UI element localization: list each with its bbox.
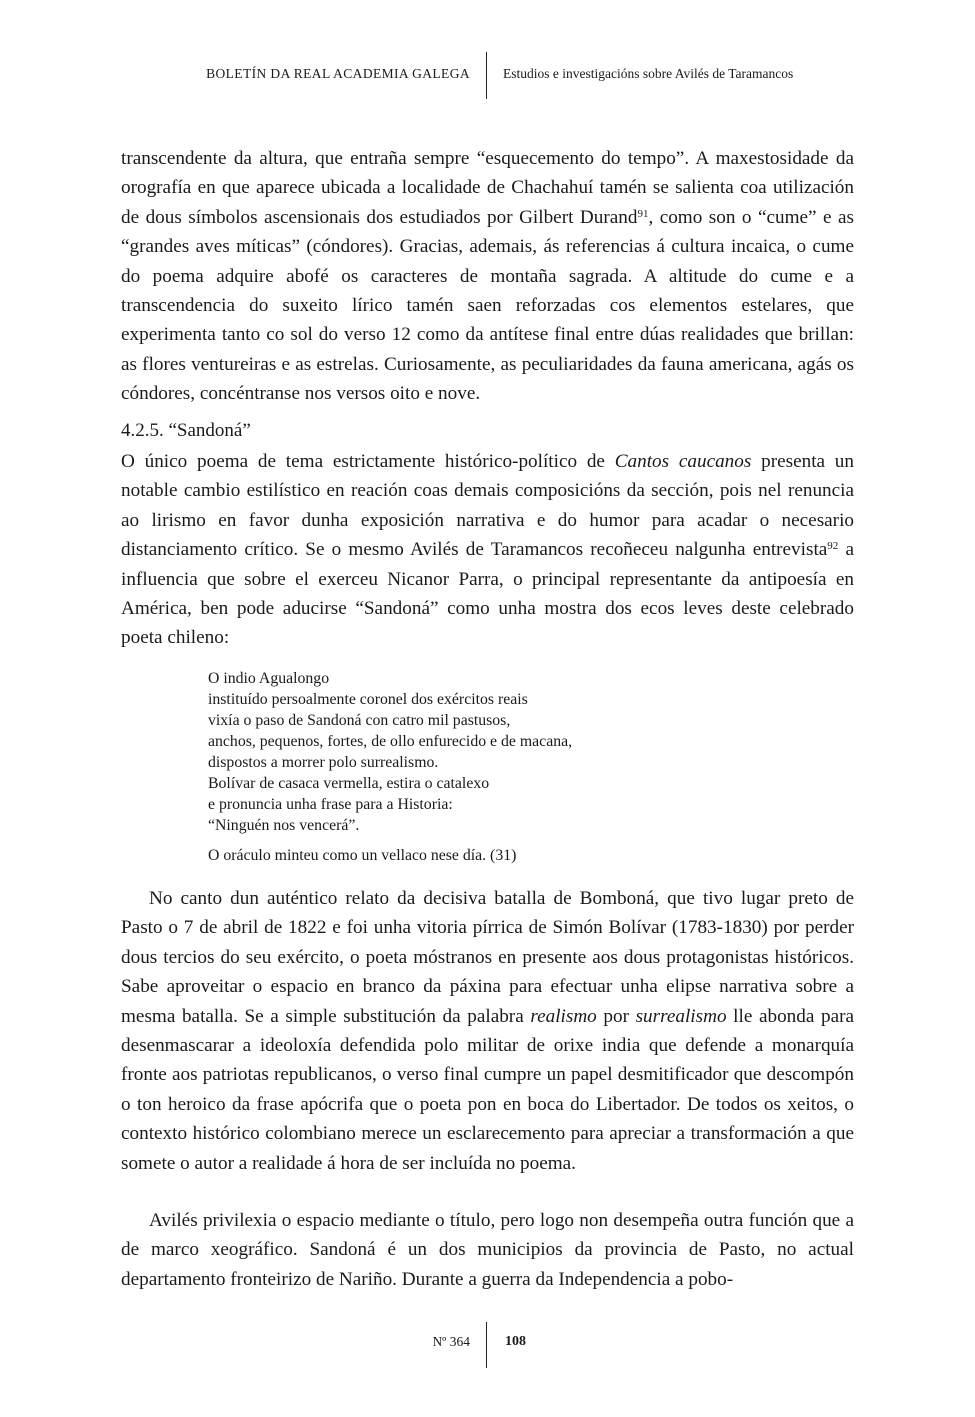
paragraph <box>121 144 854 409</box>
paragraph-text: presenta un notable cambio estilístico en reación coas demais composicións da sección, pois nel renuncia ao lirismo en favor dunha exposición narrativa e do humor para acadar o necesario distanciamento crítico. Se o mesmo Avilés de Taramancos recoñeceu nalgunha entrevista <box>121 451 854 561</box>
section-title: Estudios e investigacións sobre Avilés de Taramancos <box>503 66 794 81</box>
footer-divider <box>486 1322 487 1368</box>
stanza-break <box>208 836 572 845</box>
book-title: Cantos caucanos <box>614 451 752 472</box>
paragraph-text: por <box>596 1005 636 1027</box>
paragraph-analysis <box>121 884 854 1178</box>
poem-line: “Ninguén nos vencerá”. <box>208 817 360 834</box>
poem-line: instituído persoalmente coronel dos exércitos reais <box>208 691 528 708</box>
section-heading: 4.2.5. “Sandoná” <box>121 420 251 441</box>
journal-title: BOLETÍN DA REAL ACADEMIA GALEGA <box>206 66 470 81</box>
italic-term: realismo <box>530 1005 597 1027</box>
page-number: 108 <box>505 1334 526 1349</box>
poem-line: Bolívar de casaca vermella, estira o catalexo <box>208 775 490 792</box>
paragraph-text: a influencia que sobre el exerceu Nicanor Parra, o principal representante da antipoesía en América, ben pode aducirse “Sandoná” como unha mostra dos ecos leves deste celebrado poeta chileno: <box>121 539 854 649</box>
running-header <box>0 52 975 100</box>
paragraph-context <box>121 1206 854 1294</box>
paragraph: Avilés privilexia o espacio mediante o título, pero logo non desempeña outra función que a de marco xeográfico. Sandoná é un dos municipios da provincia de Pasto, no actual departamento fronteirizo de Nariño. Durante a guerra da Independencia a pobo- <box>121 1210 854 1290</box>
paragraph-continuation <box>121 144 854 409</box>
paragraph-text: transcendente da altura, que entraña sempre “esquecemento do tempo”. A maxestosidade da orografía en que aparece ubicada a localidade de Chachahuí tamén se salienta coa utilización de dous símbolos ascensionais dos estudiados por Gilbert Durand <box>121 148 854 228</box>
paragraph <box>121 884 854 1178</box>
poem-line: vixía o paso de Sandoná con catro mil pastusos, <box>208 712 511 729</box>
paragraph-text: lle abonda para desenmascarar a ideoloxía defendida polo militar de orixe india que defende a monarquía fronte aos patriotas republicanos, o verso final cumpre un papel desmitificador que descompón o ton heroico da frase apócrifa que o poeta pon en boca do Libertador. De todos os xeitos, o contexto histórico colombiano merece un esclarecemento para apreciar a transformación a que somete o autor a realidade á hora de ser incluída no poema. <box>121 1005 854 1174</box>
footnote-ref-91[interactable]: 91 <box>637 207 649 220</box>
paragraph-intro <box>121 447 854 653</box>
paragraph <box>121 447 854 653</box>
header-divider <box>486 52 487 99</box>
issue-number: Nº 364 <box>432 1334 470 1349</box>
poem-final-line: O oráculo minteu como un vellaco nese día. (31) <box>208 847 517 864</box>
poem-line: e pronuncia unha frase para a Historia: <box>208 796 453 813</box>
page-footer <box>0 1322 975 1368</box>
paragraph-text: , como son o “cume” e as “grandes aves míticas” (cóndores). Gracias, ademais, ás referencias á cultura incaica, o cume do poema adquire abofé os caracteres de montaña sagrada. A altitude do cume e a transcendencia do suxeito lírico tamén saen reforzadas cos elementos estelares, que experimenta tanto co sol do verso 12 como da antítese final entre dúas realidades que brillan: as flores ventureiras e as estrelas. Curiosamente, as peculiaridades da fauna americana, agás os cóndores, concéntranse nos versos oito e nove. <box>121 206 854 405</box>
footnote-ref-92[interactable]: 92 <box>827 540 839 553</box>
paragraph-text: O único poema de tema estrictamente histórico-político de <box>121 451 615 472</box>
paragraph-text: No canto dun auténtico relato da decisiva batalla de Bomboná, que tivo lugar preto de Pasto o 7 de abril de 1822 e foi unha vitoria pírrica de Simón Bolívar (1783-1830) por perder dous tercios do seu exército, o poeta móstranos en presente aos dous protagonistas históricos. Sabe aproveitar o espacio en branco da páxina para efectuar unha elipse narrativa sobre a mesma batalla. Se a simple substitución da palabra <box>121 888 854 1027</box>
poem-line: anchos, pequenos, fortes, de ollo enfurecido e de macana, <box>208 733 573 750</box>
italic-term: surrealismo <box>635 1005 727 1027</box>
poem-quote <box>208 668 572 866</box>
poem-line: O indio Agualongo <box>208 670 330 687</box>
poem-line: dispostos a morrer polo surrealismo. <box>208 754 439 771</box>
